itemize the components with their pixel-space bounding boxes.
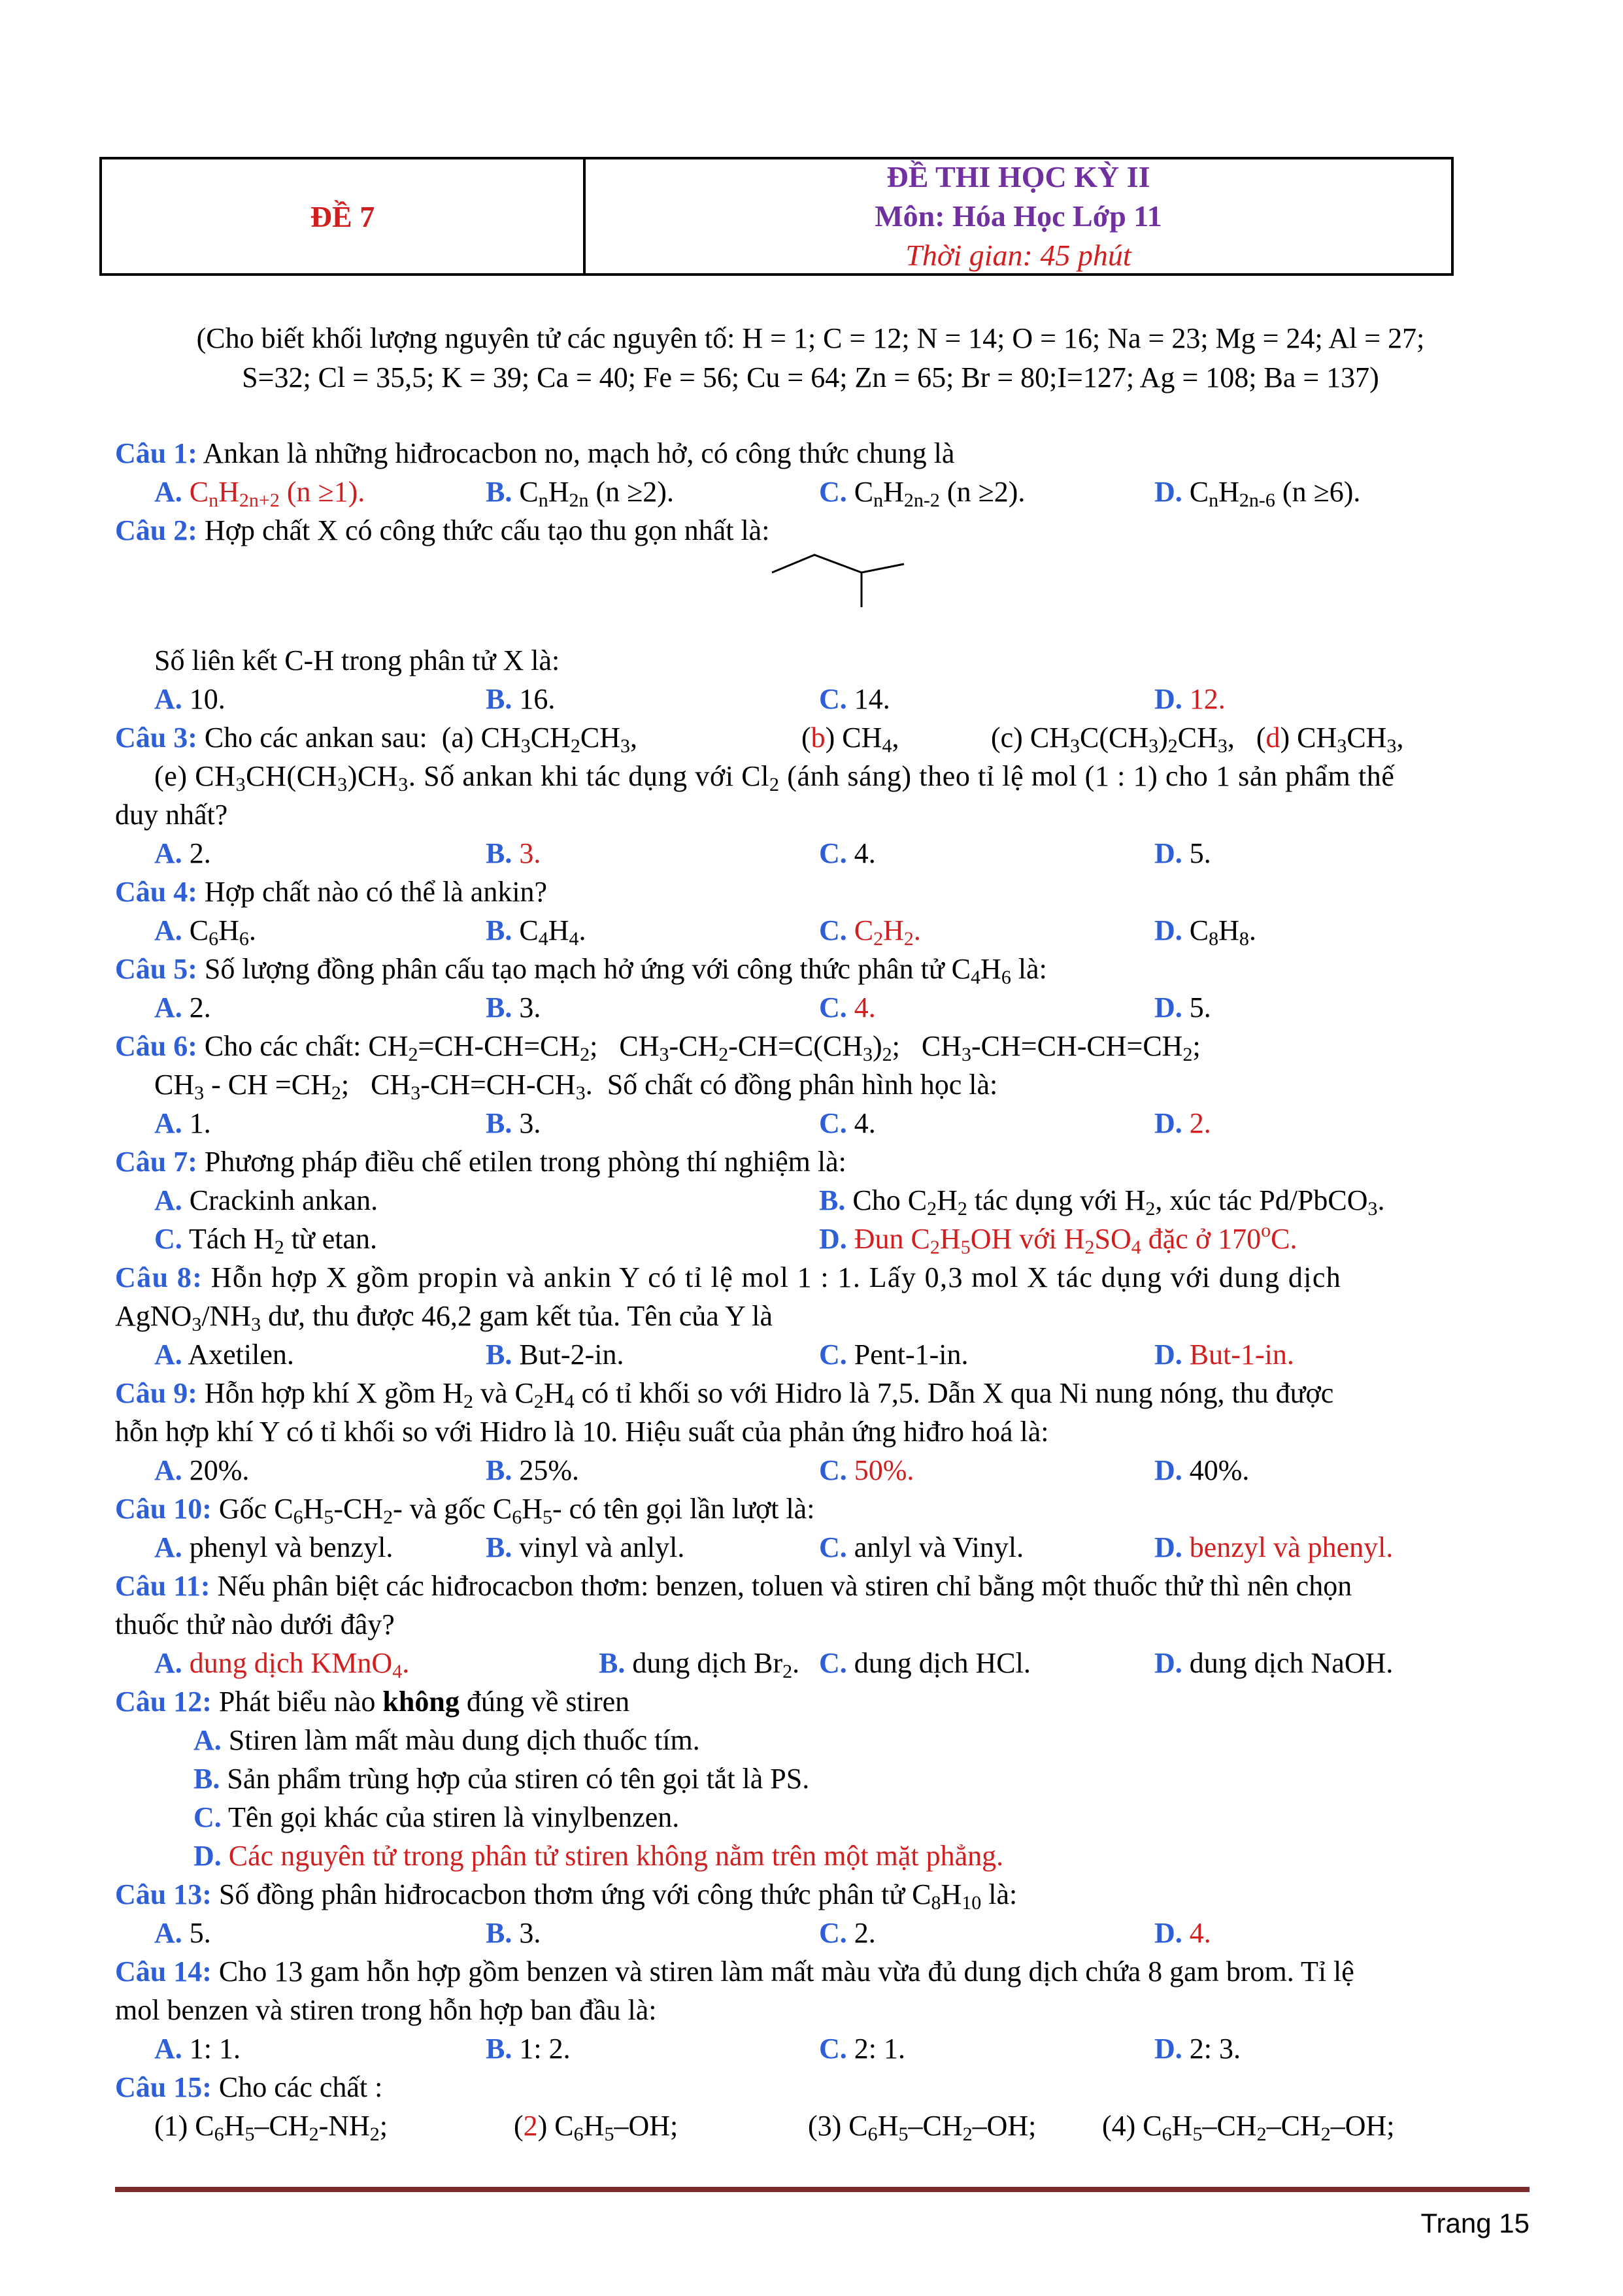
- option-c: C. $C_2H_2$.: [819, 914, 921, 950]
- question-7-options-2: [115, 1220, 1540, 1258]
- question-10-options: [115, 1528, 1540, 1567]
- option-d: D. 2: 3.: [1154, 2033, 1241, 2065]
- question-1-options: [115, 473, 1540, 511]
- question-11-stem-2: thuốc thử nào dưới đây?: [115, 1608, 395, 1640]
- option-a: A. Crackinh ankan.: [154, 1184, 378, 1216]
- option-c: C. 4.: [819, 837, 876, 869]
- option-b: B. $C_4H_4$.: [486, 914, 586, 950]
- option-b: B. 3.: [486, 1917, 541, 1949]
- option-d: D. benzyl và phenyl.: [1154, 1531, 1394, 1563]
- option-a: A. phenyl và benzyl.: [154, 1531, 393, 1563]
- compound-4: (4) $C_6H_5-CH_2-CH_2-OH$;: [1102, 2110, 1395, 2145]
- option-d: D. Các nguyên tử trong phân tử stiren không nằm trên một mặt phẳng.: [193, 1840, 1004, 1872]
- option-c: C. 4.: [819, 1107, 876, 1139]
- option-b: B. 3.: [486, 991, 541, 1023]
- option-d: D. $C_8H_8$.: [1154, 914, 1256, 950]
- option-d: D. 5.: [1154, 837, 1211, 869]
- question-6-stem: Câu 6: Cho các chất: $CH_2=CH-CH=CH_2$; $CH_3-CH_2-CH=C(CH_3)_2$; $CH_3-CH=CH-CH=CH_2$;: [115, 1030, 1201, 1065]
- option-d: D. 4.: [1154, 1917, 1211, 1949]
- exam-time: Thời gian: 45 phút: [905, 239, 1131, 272]
- option-b: B. Sản phẩm trùng hợp của stiren có tên gọi tắt là PS.: [193, 1763, 810, 1795]
- option-c: C. 14.: [819, 683, 890, 715]
- option-c: C. anlyl và Vinyl.: [819, 1531, 1024, 1563]
- compound-2: (2) $C_6H_5-OH$;: [514, 2110, 678, 2145]
- question-8-stem: Câu 8: Hỗn hợp X gồm propin và ankin Y có tỉ lệ mol 1 : 1. Lấy 0,3 mol X tác dụng với dung dịch: [115, 1261, 1342, 1293]
- option-d: D. But-1-in.: [1154, 1339, 1294, 1371]
- question-2-stem: Câu 2: Hợp chất X có công thức cấu tạo thu gọn nhất là:: [115, 514, 770, 546]
- option-d: D. 2.: [1154, 1107, 1211, 1139]
- exam-subject: Môn: Hóa Học Lớp 11: [875, 199, 1162, 233]
- option-a: A. 2.: [154, 991, 211, 1023]
- question-5-options: [115, 988, 1540, 1027]
- question-5-stem: Câu 5: Số lượng đồng phân cấu tạo mạch hở ứng với công thức phân tử $C_4H_6$ là:: [115, 953, 1047, 988]
- question-3-stem: Câu 3: Cho các ankan sau: (a) $CH_3CH_2CH_3$, (b) $CH_4$, (c) $CH_3C(CH_3)_2CH_3$, (d) $CH_3CH_3$,: [115, 722, 1404, 757]
- option-c: C. 2.: [819, 1917, 876, 1949]
- skeletal-structure: [115, 550, 1540, 641]
- option-a: A. 2.: [154, 837, 211, 869]
- footer-divider: [115, 2187, 1530, 2192]
- option-a: A. $C_6H_6$.: [154, 914, 256, 950]
- question-13-options: [115, 1914, 1540, 1952]
- question-3-stem-2: (e) $CH_3CH(CH_3)CH_3$. Số ankan khi tác dụng với $Cl_2$ (ánh sáng) theo tỉ lệ mol (1 : 1) cho 1 sản phẩm thế: [154, 760, 1395, 795]
- option-b: B. $C_nH_{2n}$ (n ≥2).: [486, 476, 674, 511]
- question-14-stem-2: mol benzen và stiren trong hỗn hợp ban đầu là:: [115, 1994, 657, 2026]
- question-15-compounds: [115, 2106, 1540, 2145]
- question-9-options: [115, 1451, 1540, 1489]
- option-c: C. Pent-1-in.: [819, 1339, 969, 1371]
- question-11-options: [115, 1644, 1540, 1682]
- compound-1: (1) $C_6H_5-CH_2-NH_2$;: [154, 2110, 388, 2145]
- option-d: D. 40%.: [1154, 1454, 1250, 1486]
- question-4-stem: Câu 4: Hợp chất nào có thể là ankin?: [115, 876, 548, 908]
- question-15-stem: Câu 15: Cho các chất :: [115, 2071, 383, 2103]
- option-b: B. Cho $C_2H_2$ tác dụng với $H_2$, xúc tác Pd/PbCO$_3$.: [819, 1184, 1385, 1220]
- question-7-options-1: [115, 1181, 1540, 1220]
- note-line-1: (Cho biết khối lượng nguyên tử các nguyên tố: H = 1; C = 12; N = 14; O = 16; Na = 23; Mg = 24; Al = 27;: [196, 322, 1425, 354]
- option-c: C. Tên gọi khác của stiren là vinylbenzen.: [193, 1801, 680, 1833]
- question-list: [115, 434, 1540, 2145]
- question-6-options: [115, 1104, 1540, 1142]
- question-7-stem: Câu 7: Phương pháp điều chế etilen trong phòng thí nghiệm là:: [115, 1146, 846, 1178]
- option-c: C. 50%.: [819, 1454, 914, 1486]
- question-4-options: [115, 911, 1540, 950]
- option-d: D. 12.: [1154, 683, 1226, 715]
- atomic-mass-note: [92, 319, 1530, 397]
- question-3-stem-3: duy nhất?: [115, 799, 228, 831]
- question-10-stem: Câu 10: Gốc $C_6H_5-CH_2-$ và gốc $C_6H_5-$ có tên gọi lần lượt là:: [115, 1493, 815, 1528]
- option-c: C. $C_nH_{2n-2}$ (n ≥2).: [819, 476, 1026, 511]
- option-a: A. 20%.: [154, 1454, 250, 1486]
- page-number: Trang 15: [1420, 2208, 1530, 2238]
- option-a: A. dung dịch KMnO$_4$.: [154, 1647, 410, 1682]
- exam-title-cell: [586, 159, 1451, 273]
- exam-header-table: [99, 157, 1454, 276]
- question-12-stem: Câu 12: Phát biểu nào không đúng về stiren: [115, 1686, 630, 1718]
- exam-title: ĐỀ THI HỌC KỲ II: [886, 160, 1150, 193]
- question-14-stem: Câu 14: Cho 13 gam hỗn hợp gồm benzen và stiren làm mất màu vừa đủ dung dịch chứa 8 gam brom. Tỉ lệ: [115, 1955, 1354, 1988]
- option-b: B. vinyl và anlyl.: [486, 1531, 685, 1563]
- question-6-stem-2: $CH_3$ - CH $=CH_2$; $CH_3-CH=CH-CH_3$. Số chất có đồng phân hình học là:: [154, 1069, 998, 1104]
- question-11-stem: Câu 11: Nếu phân biệt các hiđrocacbon thơm: benzen, toluen và stiren chỉ bằng một thuốc thử thì nên chọn: [115, 1570, 1352, 1602]
- option-b: B. 3.: [486, 837, 541, 869]
- note-line-2: S=32; Cl = 35,5; K = 39; Ca = 40; Fe = 56; Cu = 64; Zn = 65; Br = 80;I=127; Ag = 108; Ba = 137): [242, 361, 1379, 393]
- option-a: A. 10.: [154, 683, 226, 715]
- option-a: A. Stiren làm mất màu dung dịch thuốc tím.: [193, 1724, 700, 1756]
- option-a: A. Axetilen.: [154, 1339, 294, 1371]
- question-1-stem: Câu 1: Ankan là những hiđrocacbon no, mạch hở, có công thức chung là: [115, 437, 955, 469]
- question-2-substem: Số liên kết C-H trong phân tử X là:: [154, 644, 560, 676]
- option-c: C. dung dịch HCl.: [819, 1647, 1031, 1679]
- option-c: C. 4.: [819, 991, 876, 1023]
- question-3-options: [115, 834, 1540, 873]
- option-b: B. dung dịch $Br_2$.: [599, 1647, 800, 1682]
- option-b: B. 25%.: [486, 1454, 580, 1486]
- option-b: B. 1: 2.: [486, 2033, 571, 2065]
- option-b: B. 3.: [486, 1107, 541, 1139]
- option-a: A. 1.: [154, 1107, 211, 1139]
- option-a: A. 1: 1.: [154, 2033, 241, 2065]
- exam-code: ĐỀ 7: [102, 159, 586, 273]
- option-a: A. 5.: [154, 1917, 211, 1949]
- option-b: B. But-2-in.: [486, 1339, 624, 1371]
- option-d: D. $C_nH_{2n-6}$ (n ≥6).: [1154, 476, 1361, 511]
- option-d: D. 5.: [1154, 991, 1211, 1023]
- compound-3: (3) $C_6H_5-CH_2-OH$;: [808, 2110, 1037, 2145]
- question-8-options: [115, 1335, 1540, 1374]
- question-9-stem: Câu 9: Hỗn hợp khí X gồm $H_2$ và $C_2H_4$ có tỉ khối so với Hidro là 7,5. Dẫn X qua Ni nung nóng, thu được: [115, 1377, 1334, 1412]
- option-d: D. dung dịch NaOH.: [1154, 1647, 1394, 1679]
- question-8-stem-2: $AgNO_3/NH_3$ dư, thu được 46,2 gam kết tủa. Tên của Y là: [115, 1300, 773, 1335]
- option-b: B. 16.: [486, 683, 556, 715]
- option-c: C. Tách $H_2$ từ etan.: [154, 1223, 378, 1258]
- question-9-stem-2: hỗn hợp khí Y có tỉ khối so với Hidro là 10. Hiệu suất của phản ứng hiđro hoá là:: [115, 1416, 1049, 1448]
- option-d: D. Đun $C_2H_5OH$ với $H_2SO_4$ đặc ở 170$^o$C.: [819, 1220, 1297, 1258]
- question-2-options: [115, 680, 1540, 718]
- question-14-options: [115, 2029, 1540, 2068]
- question-13-stem: Câu 13: Số đồng phân hiđrocacbon thơm ứng với công thức phân tử $C_8H_{10}$ là:: [115, 1878, 1018, 1914]
- option-c: C. 2: 1.: [819, 2033, 906, 2065]
- option-a: A. $C_nH_{2n+2}$ (n ≥1).: [154, 476, 365, 511]
